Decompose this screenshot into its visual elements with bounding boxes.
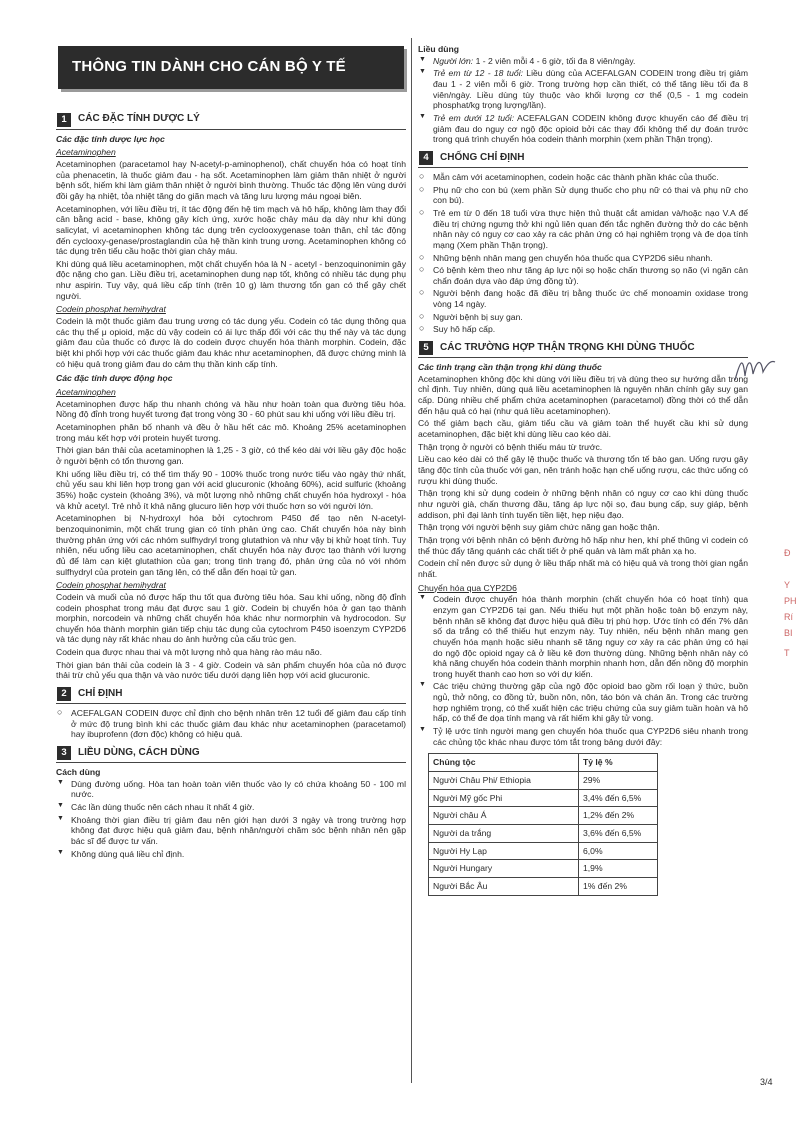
signature-mark	[733, 354, 777, 384]
paragraph: Thời gian bán thải của acetaminophen là 1,25 - 3 giờ, có thể kéo dài với liều gây độc hoặc ở người bệnh có tổn thương gan.	[56, 445, 406, 466]
dose-group-label: Trẻ em dưới 12 tuổi:	[433, 112, 515, 123]
dosage-list	[418, 56, 748, 145]
list-item	[418, 56, 748, 67]
table-row	[429, 789, 658, 807]
administration-list	[56, 779, 406, 860]
right-column	[418, 40, 748, 896]
list-item: ▼ Codein được chuyển hóa thành morphin (chất chuyển hóa có hoạt tính) qua enzym gan CYP2D6 tại gan. Nếu thiếu hụt một phần hoặc toàn bộ enzym này, bệnh nhân sẽ không đạt được hiệu quả điều trị phù hợp. Ước tính có đến 7% dân số da trắng có thể thiếu hụt enzym này. Tuy nhiên, nếu bệnh nhân mang gen chuyển hóa mạnh hoặc siêu nhanh sẽ tăng nguy cơ xảy ra các phản ứng có hại do ngộ độc opioid ngay cả ở liều kê đơn thường dùng. Những bệnh nhân này có khả năng chuyển hóa codein thành morphin nhanh hơn, dẫn đến nồng độ morphin trong huyết thanh cao hơn so với dự kiến.	[418, 594, 748, 679]
cyp2d6-heading: Chuyển hóa qua CYP2D6	[418, 582, 517, 593]
drug-heading: Acetaminophen	[56, 387, 116, 398]
paragraph: Khi uống liều điều trị, có thể tìm thấy 90 - 100% thuốc trong nước tiểu vào ngày thứ nhất, chủ yếu sau khi liên hợp trong gan với acid glucuronic (khoảng 60%), acid sulfuric (khoảng 35%) hoặc cystein (khoảng 3%), và một lượng nhỏ những chất chuyển hóa hydroxyl - hóa và khử acetyl. Trẻ nhỏ ít khả năng glucuro liên hợp với thuốc hơn so với người lớn.	[56, 468, 406, 511]
table-cell: 6,0%	[579, 842, 658, 860]
table-header: Chủng tộc	[429, 754, 579, 772]
paragraph: Liều cao kéo dài có thể gây lệ thuộc thuốc và thương tổn tế bào gan. Uống rượu gây tăng độc tính của thuốc với gan, nên tránh hoặc hạn chế uống rượu, các thức uống có rượu khi dùng thuốc.	[418, 454, 748, 486]
section-title: CHỈ ĐỊNH	[78, 687, 123, 699]
cyp2d6-list	[418, 594, 748, 747]
table-cell: 1,2% đến 2%	[579, 807, 658, 825]
table-row	[429, 807, 658, 825]
acetaminophen-pk-text	[56, 399, 406, 578]
edge-mark: Y	[784, 580, 791, 590]
codein-pk-text	[56, 592, 406, 681]
subsection-heading: Cách dùng	[56, 767, 101, 778]
section-4-header	[418, 151, 748, 168]
codein-pd-text	[56, 316, 406, 369]
table-cell: Người Hungary	[429, 860, 579, 878]
paragraph: Acetaminophen, với liều điều trị, ít tác động đến hệ tim mạch và hô hấp, không làm thay đổi cân bằng acid - base, không gây kích ứng, xước hoặc chảy máu dạ dày như khi dùng salicylat, vì acetaminophen không tác dụng trên cyclooxygenase toàn thân, chỉ tác động đến cyclooxy-genase/prostaglandin của hệ thần kinh trung ương. Acetaminophen không có tác dụng trên tiểu cầu hoặc thời gian chảy máu.	[56, 203, 406, 257]
subsection-heading: Các đặc tính dược động học	[56, 373, 173, 384]
paragraph: Acetaminophen bị N-hydroxyl hóa bởi cytochrom P450 để tạo nên N-acetyl-benzoquinonimin, một chất trung gian có tính phản ứng cao. Chất chuyển hóa này bình thường phản ứng với các nhóm sulfhydryl trong glutathion và như vậy bị khử hoạt tính. Tuy nhiên, nếu uống liều cao acetaminophen, chất chuyển hóa này được tạo thành với lượng đủ để làm cạn kiệt glutathion của gan; trong tình trạng đó, phản ứng của nó với nhóm sulfhydryl của protein gan tăng lên, có thể dẫn đến hoại tử gan.	[56, 513, 406, 577]
page-banner: THÔNG TIN DÀNH CHO CÁN BỘ Y TẾ	[58, 46, 404, 89]
paragraph: Codein chỉ nên được sử dụng ở liều thấp nhất mà có hiệu quả và trong thời gian ngắn nhất.	[418, 558, 748, 579]
dose-text: ACEFALGAN CODEIN không được khuyến cáo để điều trị giảm đau do nguy cơ ngộ độc opioid bởi các thay đổi không thể dự đoán trước trong quá trình chuyển hóa codein thành morphin (xem phần Thận trọng).	[433, 112, 748, 145]
precautions-text	[418, 374, 748, 580]
table-cell: Người Bắc Âu	[429, 878, 579, 896]
section-title: LIỀU DÙNG, CÁCH DÙNG	[78, 746, 200, 758]
indication-list	[56, 708, 406, 740]
drug-heading: Codein phosphat hemihydrat	[56, 304, 166, 315]
dose-group-label: Trẻ em từ 12 - 18 tuổi:	[433, 68, 523, 79]
section-title: CÁC TRƯỜNG HỢP THẬN TRỌNG KHI DÙNG THUỐC	[440, 341, 695, 353]
edge-mark: T	[784, 648, 790, 658]
paragraph: Acetaminophen (paracetamol hay N-acetyl-p-aminophenol), chất chuyển hóa có hoạt tính của phenacetin, là thuốc giảm đau - hạ sốt. Acetaminophen làm giảm thân nhiệt ở người bệnh sốt, hiếm khi làm giảm thân nhiệt ở người bình thường. Thuốc tác động lên vùng dưới đồi gây hạ nhiệt, tỏa nhiệt tăng do giãn mạch và tăng lưu lượng máu ngoại biên.	[56, 158, 406, 201]
drug-heading: Acetaminophen	[56, 147, 116, 158]
edge-mark: Đ	[784, 548, 791, 558]
table-cell: 3,4% đến 6,5%	[579, 789, 658, 807]
list-item: ▼ Các triệu chứng thường gặp của ngộ độc opioid bao gồm rối loạn ý thức, buồn ngủ, thở nông, co đồng tử, buồn nôn, nôn, táo bón và chán ăn. Trong các trường hợp nghiêm trọng, có thể xuất hiện các triệu chứng của suy giảm tuần hoàn và hô hấp, có thể đe dọa tính mạng và rất hiếm khi gây tử vong.	[418, 681, 748, 724]
list-item: ▼ Khoảng thời gian điều trị giảm đau nên giới hạn dưới 3 ngày và trong trường hợp không đạt được hiệu quả giảm đau, bệnh nhân/người chăm sóc bệnh nhân nên gặp bác sĩ để được tư vấn.	[56, 815, 406, 847]
paragraph: Thận trọng khi sử dụng codein ở những bệnh nhân có nguy cơ cao khi dùng thuốc như người già, chấn thương đầu, tăng áp lực nội sọ, đau bụng cấp, suy giáp, bệnh addison, phì đại lành tính tuyến tiền liệt, hẹp niệu đạo.	[418, 488, 748, 520]
section-number: 3	[57, 746, 71, 760]
acetaminophen-pd-text	[56, 159, 406, 302]
subsection-heading: Liều dùng	[418, 44, 460, 54]
list-item: ○ Những bệnh nhân mang gen chuyển hóa thuốc qua CYP2D6 siêu nhanh.	[418, 253, 748, 264]
list-item	[418, 68, 748, 111]
paragraph: Codein và muối của nó được hấp thu tốt qua đường tiêu hóa. Sau khi uống, nồng độ đỉnh codein phosphat trong máu đạt được sau 1 giờ. Codein bị chuyển hóa ở gan tạo thành morphin, norcodein và những chất chuyển hóa khác như normorphin và hydrocodon. Sự chuyển hóa thành morphin gián tiếp chịu tác dụng của cytochrom P450 isoenzym CYP2D6 và tác dụng này rất khác nhau do ảnh hưởng của cấu trúc gen.	[56, 591, 406, 645]
section-title: CÁC ĐẶC TÍNH DƯỢC LÝ	[78, 113, 200, 125]
paragraph: Acetaminophen phân bố nhanh và đều ở hầu hết các mô. Khoảng 25% acetaminophen trong máu kết hợp với protein huyết tương.	[56, 422, 406, 443]
page-number: 3/4	[760, 1077, 773, 1087]
section-title: CHỐNG CHỈ ĐỊNH	[440, 151, 525, 163]
list-item: ○ Suy hô hấp cấp.	[418, 324, 748, 335]
contraindication-list	[418, 172, 748, 335]
table-row	[429, 842, 658, 860]
list-item: ○ ACEFALGAN CODEIN được chỉ định cho bệnh nhân trên 12 tuổi để giảm đau cấp tính ở mức độ trung bình khi các thuốc giảm đau khác như acetaminophen (paracetamol) hay ibuprofenn (đơn độc) không có hiệu quả.	[56, 708, 406, 740]
list-item: ○ Phụ nữ cho con bú (xem phần Sử dụng thuốc cho phụ nữ có thai và phụ nữ cho con bú).	[418, 185, 748, 206]
edge-mark: PH	[784, 596, 797, 606]
paragraph: Acetaminophen không độc khi dùng với liều điều trị và dùng theo sự hướng dẫn trong chỉ định. Tuy nhiên, dùng quá liều acetaminophen là nguyên nhân chính gây suy gan cấp. Dùng nhiều chế phẩm chứa acetaminophen (paracetamol) đồng thời có thể dẫn đến hậu quả có hại (như quá liều acetaminophen).	[418, 373, 748, 416]
table-row	[429, 772, 658, 790]
section-number: 5	[419, 341, 433, 355]
section-5-header	[418, 341, 748, 358]
paragraph: Thận trọng với bệnh nhân có bệnh đường hô hấp như hen, khí phế thũng vì codein có thể thúc đẩy tăng quánh các chất tiết ở phế quản và làm mất phản xạ ho.	[418, 534, 748, 556]
table-cell: 1,9%	[579, 860, 658, 878]
section-1-header	[56, 113, 406, 130]
list-item: ○ Trẻ em từ 0 đến 18 tuổi vừa thực hiện thủ thuật cắt amidan và/hoặc nạo V.A để điều trị chứng ngưng thở khi ngủ liên quan đến tắc nghẽn đường thở do các bệnh nhân này có nguy cơ cao xảy ra các phản ứng có hại nghiêm trọng và đe dọa tính mạng (Xem phần Thận trọng).	[418, 208, 748, 251]
table-row	[429, 825, 658, 843]
subsection-heading: Các tình trạng cần thận trọng khi dùng thuốc	[418, 362, 602, 373]
list-item: ○ Người bệnh đang hoặc đã điều trị bằng thuốc ức chế monoamin oxidase trong vòng 14 ngày.	[418, 288, 748, 309]
section-number: 4	[419, 151, 433, 165]
table-cell: Người Mỹ gốc Phi	[429, 789, 579, 807]
list-item: ▼ Tỷ lệ ước tính người mang gen chuyển hóa thuốc qua CYP2D6 siêu nhanh trong các chủng tộc khác nhau được tóm tắt trong bảng dưới đây:	[418, 726, 748, 747]
paragraph: Khi dùng quá liều acetaminophen, một chất chuyển hóa là N - acetyl - benzoquinonimin gây độc nặng cho gan. Liều điều trị, acetaminophen dung nạp tốt, không có nhiều tác dụng phụ như aspirin. Tuy vậy, quá liều cấp tính (trên 10 g) làm thương tổn gan có thể gây chết người.	[56, 258, 406, 301]
paragraph: Có thể giảm bạch cầu, giảm tiểu cầu và giảm toàn thể huyết cầu khi sử dụng acetaminophen, đặc biệt khi dùng liều cao kéo dài.	[418, 418, 748, 440]
paragraph: Thận trọng ở người có bệnh thiếu máu từ trước.	[418, 441, 603, 452]
table-cell: Người Châu Phi/ Ethiopia	[429, 772, 579, 790]
paragraph: Thận trọng với người bệnh suy giảm chức năng gan hoặc thận.	[418, 522, 660, 533]
dose-group-label: Người lớn:	[433, 55, 474, 66]
list-item: ○ Người bệnh bị suy gan.	[418, 312, 748, 323]
dose-text: 1 - 2 viên mỗi 4 - 6 giờ, tối đa 8 viên/ngày.	[473, 55, 636, 66]
paragraph: Thời gian bán thải của codein là 3 - 4 giờ. Codein và sản phẩm chuyển hóa của nó được thải trừ chủ yếu qua thận và vào nước tiểu dưới dạng liên hợp với acid glucuronic.	[56, 659, 406, 681]
table-header: Tỷ lệ %	[579, 754, 658, 772]
table-header-row	[429, 754, 658, 772]
paragraph: Codein qua được nhau thai và một lượng nhỏ qua hàng rào máu não.	[56, 647, 322, 658]
table-cell: Người châu Á	[429, 807, 579, 825]
paragraph: Codein là một thuốc giảm đau trung ương có tác dụng yếu. Codein có tác dụng thông qua các thụ thể μ opioid, mặc dù vậy codein có ái lực thấp đối với các thụ thể này và tác dụng giảm đau của thuốc có được là do codein được chuyển hóa thành morphin. Codein, đặc biệt khi phối hợp với các thuốc giảm đau khác như acetaminophen, đã được chứng minh là có hiệu quả trong giảm đau do cảm thụ thần kinh cấp tính.	[56, 316, 406, 369]
ultrarapid-metabolizer-table	[428, 753, 658, 895]
list-item	[418, 113, 748, 145]
edge-mark: Rí	[784, 612, 793, 622]
dose-text: Liều dùng của ACEFALGAN CODEIN trong điều trị giảm đau 1 - 2 viên mỗi 6 giờ. Trong trường hợp cần thiết, có thể tăng liều tối đa 8 viên/ngày. Liều dùng tùy thuộc vào khối lượng cơ thể (0,5 - 1 mg codein phosphat/kg trọng lượng/lần).	[433, 68, 748, 111]
edge-mark: BI	[784, 628, 793, 638]
table-cell: 29%	[579, 772, 658, 790]
list-item: ○ Mẫn cảm với acetaminophen, codein hoặc các thành phần khác của thuốc.	[418, 172, 748, 183]
table-cell: 3,6% đến 6,5%	[579, 825, 658, 843]
subsection-heading: Các đặc tính dược lực học	[56, 133, 165, 144]
drug-heading: Codein phosphat hemihydrat	[56, 580, 166, 591]
table-cell: Người Hy Lạp	[429, 842, 579, 860]
left-column	[56, 40, 406, 862]
section-2-header	[56, 687, 406, 704]
list-item: ○ Có bệnh kèm theo như tăng áp lực nội sọ hoặc chấn thương sọ não (vì ngăn cản chẩn đoán dựa vào đáp ứng đồng tử).	[418, 265, 748, 286]
table-cell: 1% đến 2%	[579, 878, 658, 896]
table-row	[429, 878, 658, 896]
section-number: 1	[57, 113, 71, 127]
table-row	[429, 860, 658, 878]
paragraph: Acetaminophen được hấp thu nhanh chóng và hầu như hoàn toàn qua đường tiêu hóa. Nồng độ đỉnh trong huyết tương đạt trong vòng 30 - 60 phút sau khi uống với liều điều trị.	[56, 398, 406, 420]
column-divider	[411, 38, 412, 1083]
section-3-header	[56, 746, 406, 763]
table-cell: Người da trắng	[429, 825, 579, 843]
list-item: ▼ Các lần dùng thuốc nên cách nhau ít nhất 4 giờ.	[56, 802, 406, 813]
list-item: ▼ Không dùng quá liều chỉ định.	[56, 849, 406, 860]
list-item: ▼ Dùng đường uống. Hòa tan hoàn toàn viên thuốc vào ly có chứa khoảng 50 - 100 ml nước.	[56, 779, 406, 800]
section-number: 2	[57, 687, 71, 701]
